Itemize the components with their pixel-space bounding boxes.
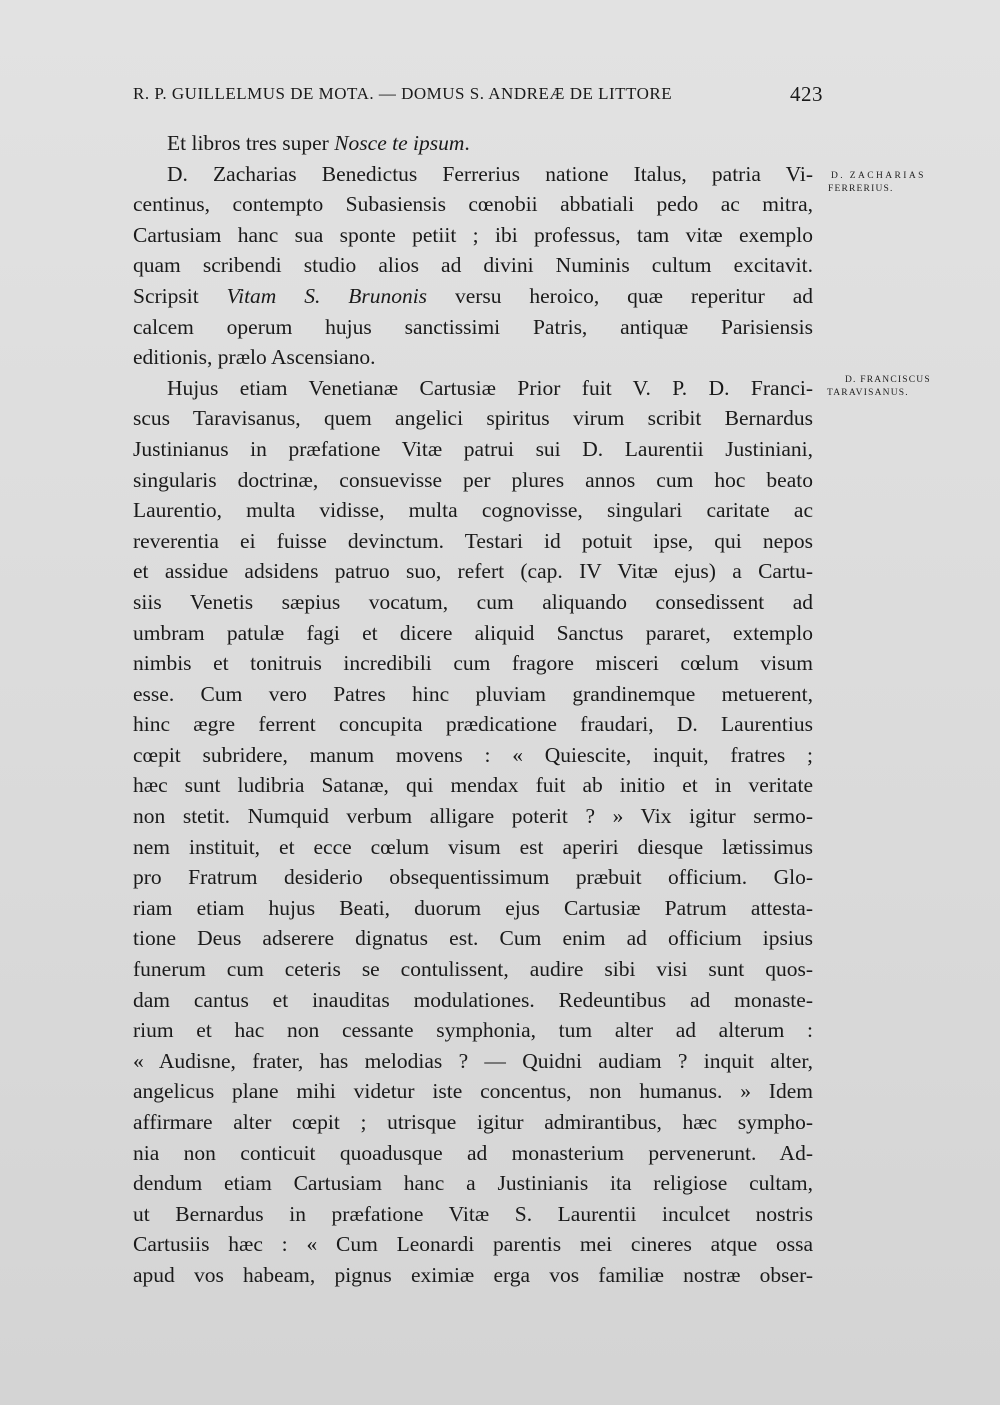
line-text: Cartusiam hanc sua sponte petiit ; ibi professus, tam vitæ exemplo	[133, 222, 813, 247]
text-line	[133, 250, 813, 281]
running-head	[133, 84, 823, 104]
text-line	[133, 434, 813, 465]
line-text: Justinianus in præfatione Vitæ patrui sui D. Laurentii Justiniani,	[133, 436, 813, 461]
line-text: hinc ægre ferrent concupita prædicatione fraudari, D. Laurentius	[133, 712, 813, 737]
body-text	[133, 128, 813, 1291]
line-text: umbram patulæ fagi et dicere aliquid Sanctus pararet, extemplo	[133, 620, 813, 645]
text-line	[133, 342, 813, 373]
line-text: et assidue adsidens patruo suo, refert (cap. IV Vitæ ejus) a Cartu-	[133, 559, 813, 584]
line-text: funerum cum ceteris se contulissent, audire sibi visi sunt quos-	[133, 957, 813, 982]
line-text: ut Bernardus in præfatione Vitæ S. Laurentii inculcet nostris	[133, 1201, 813, 1226]
text-line	[133, 1138, 813, 1169]
text-line	[133, 985, 813, 1016]
text-line	[133, 312, 813, 343]
line-text: editionis, prælo Ascensiano.	[133, 345, 376, 370]
text-line	[133, 679, 813, 710]
line-text: hæc sunt ludibria Satanæ, qui mendax fuit ab initio et in veritate	[133, 773, 813, 798]
line-text: centinus, contempto Subasiensis cœnobii abbatiali pedo ac mitra,	[133, 192, 813, 217]
text-line	[133, 403, 813, 434]
text-line	[133, 159, 813, 190]
text-line	[133, 648, 813, 679]
line-text: siis Venetis sæpius vocatum, cum aliquando consedissent ad	[133, 589, 813, 614]
line-text: tione Deus adserere dignatus est. Cum enim ad officium ipsius	[133, 926, 813, 951]
text-line	[133, 1015, 813, 1046]
text-line	[133, 556, 813, 587]
text-line	[133, 832, 813, 863]
line-text: riam etiam hujus Beati, duorum ejus Cartusiæ Patrum attesta-	[133, 895, 813, 920]
line-text: angelicus plane mihi videtur iste concentus, non humanus. » Idem	[133, 1079, 813, 1104]
italic-title: Vitam S. Brunonis	[226, 283, 428, 308]
line-text: dam cantus et inauditas modulationes. Redeuntibus ad monaste-	[133, 987, 813, 1012]
line-text: singularis doctrinæ, consuevisse per plures annos cum hoc beato	[133, 467, 813, 492]
text-line	[133, 770, 813, 801]
line-text: cœpit subridere, manum movens : « Quiescite, inquit, fratres ;	[133, 742, 813, 767]
line-text: pro Fratrum desiderio obsequentissimum præbuit officium. Glo-	[133, 865, 813, 890]
text-line	[133, 954, 813, 985]
text-line	[133, 618, 813, 649]
text-line	[133, 281, 813, 312]
line-text: .	[464, 131, 470, 155]
line-text: scus Taravisanus, quem angelici spiritus virum scribit Bernardus	[133, 406, 813, 431]
text-line	[133, 801, 813, 832]
side-note-line: D. FRANCISCUS	[845, 375, 931, 385]
line-text: Laurentio, multa vidisse, multa cognovisse, singulari caritate ac	[133, 498, 813, 523]
side-note-franciscus	[827, 374, 931, 400]
text-line	[133, 220, 813, 251]
line-text: non stetit. Numquid verbum alligare poterit ? » Vix igitur sermo-	[133, 804, 813, 829]
line-text: affirmare alter cœpit ; utrisque igitur admirantibus, hæc sympho-	[133, 1110, 813, 1134]
line-text: quam scribendi studio alios ad divini Numinis cultum excitavit.	[133, 253, 813, 278]
text-line	[133, 526, 813, 557]
line-text: nimbis et tonitruis incredibili cum fragore misceri cœlum visum	[133, 651, 813, 676]
line-text: « Audisne, frater, has melodias ? — Quidni audiam ? inquit alter,	[133, 1048, 813, 1073]
text-line	[133, 495, 813, 526]
side-note-zacharias	[828, 170, 926, 196]
text-line	[133, 587, 813, 618]
text-line	[133, 862, 813, 893]
side-note-line: TARAVISANUS.	[827, 388, 909, 398]
side-note-line: D. ZACHARIAS	[831, 171, 926, 181]
line-text: versu heroico, quæ reperitur ad	[427, 283, 813, 308]
line-text: nia non conticuit quoadusque ad monasterium pervenerunt. Ad-	[133, 1140, 813, 1165]
text-line	[133, 923, 813, 954]
line-text: reverentia ei fuisse devinctum. Testari id potuit ipse, qui nepos	[133, 528, 813, 553]
page-number: 423	[790, 82, 823, 106]
side-note-line: FERRERIUS.	[828, 184, 894, 194]
line-text: apud vos habeam, pignus eximiæ erga vos familiæ nostræ obser-	[133, 1262, 813, 1287]
line-text: nem instituit, et ecce cœlum visum est aperiri diesque lætissimus	[133, 834, 813, 859]
line-text: rium et hac non cessante symphonia, tum alter ad alterum :	[133, 1018, 813, 1043]
line-text: Hujus etiam Venetianæ Cartusiæ Prior fuit V. P. D. Franci-	[167, 375, 813, 400]
text-line	[133, 893, 813, 924]
line-text: D. Zacharias Benedictus Ferrerius natione Italus, patria Vi-	[167, 161, 813, 186]
line-text: esse. Cum vero Patres hinc pluviam grandinemque metuerent,	[133, 681, 813, 706]
text-line	[133, 1229, 813, 1260]
line-text: Cartusiis hæc : « Cum Leonardi parentis mei cineres atque ossa	[133, 1232, 813, 1257]
text-line	[133, 373, 813, 404]
line-text: calcem operum hujus sanctissimi Patris, antiquæ Parisiensis	[133, 314, 813, 339]
line-text: Et libros tres super	[167, 131, 335, 155]
text-line	[133, 740, 813, 771]
running-head-title: R. P. GUILLELMUS DE MOTA. — DOMUS S. ANDREÆ DE LITTORE	[133, 84, 673, 103]
text-line	[133, 1168, 813, 1199]
line-text: Scripsit	[133, 283, 227, 308]
text-line	[133, 1260, 813, 1291]
text-line	[133, 465, 813, 496]
text-line	[133, 709, 813, 740]
text-line	[133, 1046, 813, 1077]
text-line	[133, 1199, 813, 1230]
text-line	[133, 1107, 813, 1138]
line-text: dendum etiam Cartusiam hanc a Justinianis ita religiose cultam,	[133, 1171, 813, 1196]
text-line	[133, 128, 813, 159]
italic-title: Nosce te ipsum	[334, 131, 465, 155]
text-line	[133, 1076, 813, 1107]
text-line	[133, 189, 813, 220]
